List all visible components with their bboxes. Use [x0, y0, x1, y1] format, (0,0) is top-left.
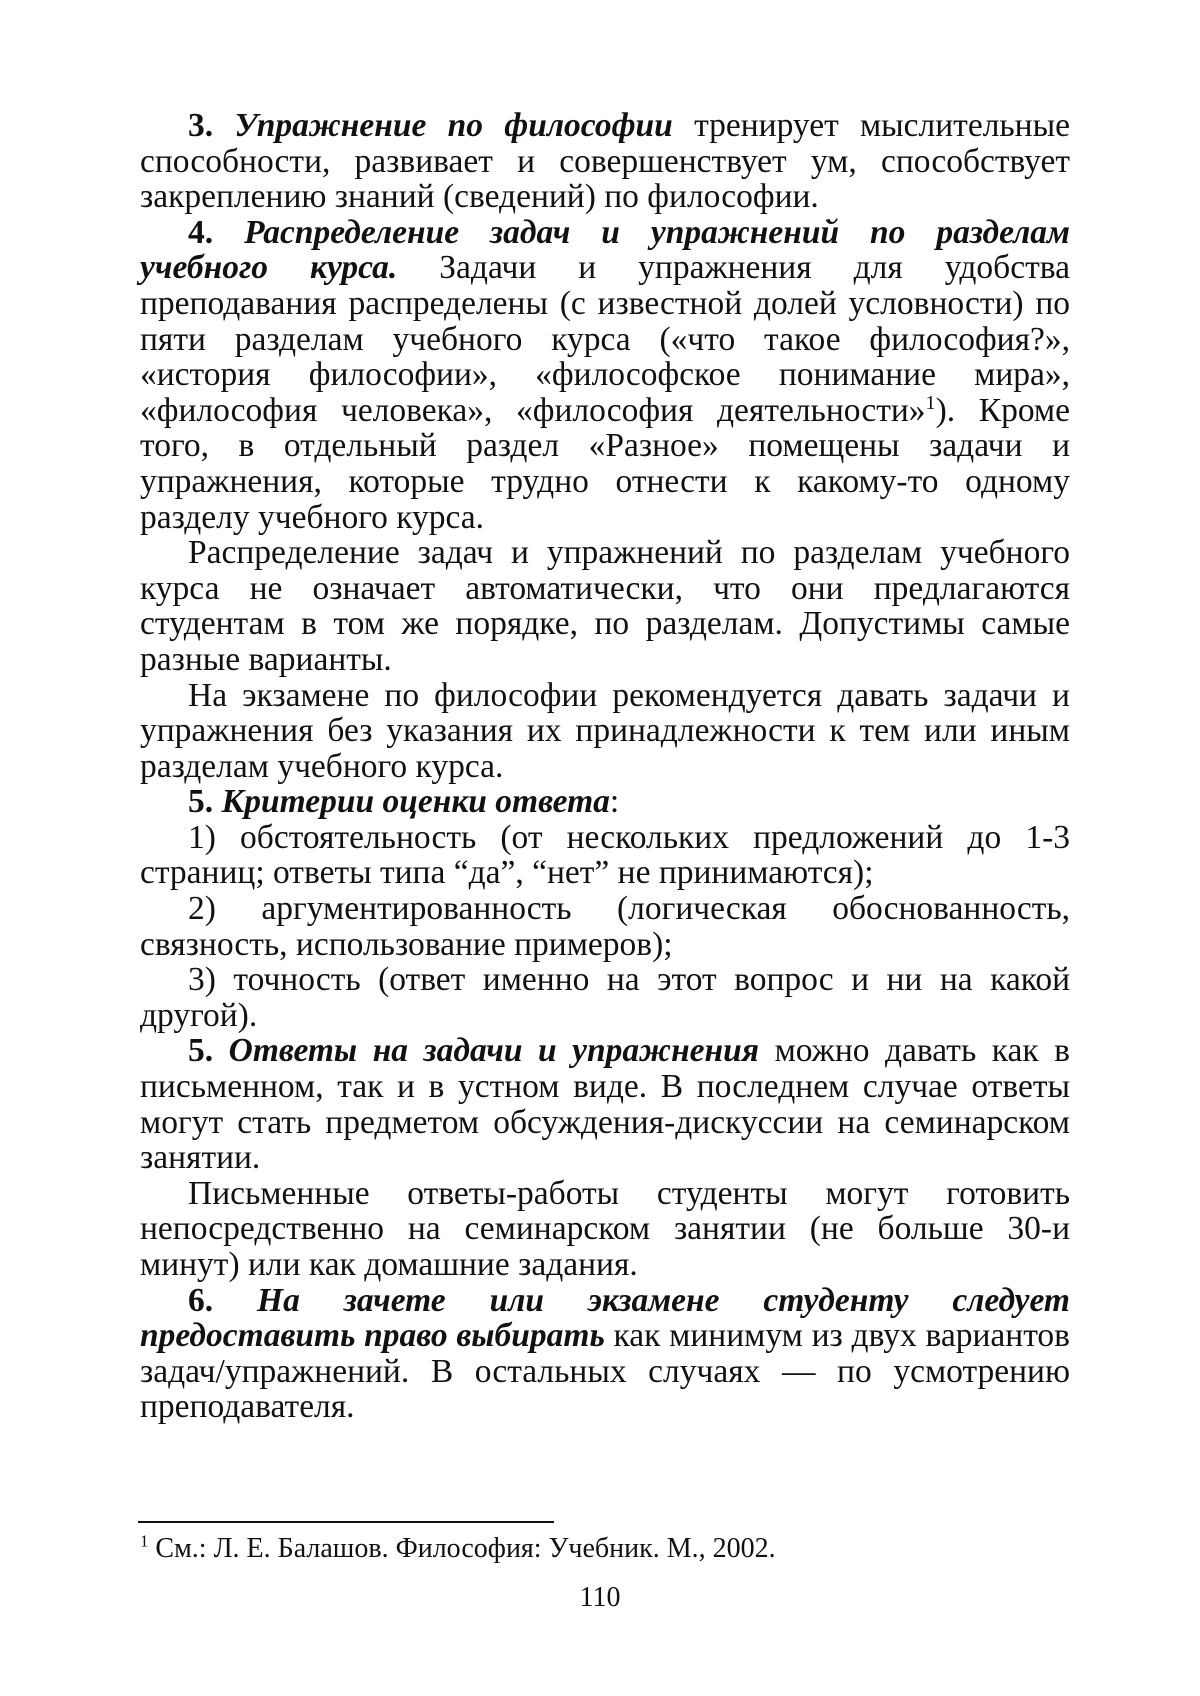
- paragraph-text: На экзамене по философии рекомендуется давать задачи и упражнения без указания их принадлежности к тем или иным разделам учебного курса.: [140, 676, 1070, 785]
- paragraph-text: можно давать как в письменном, так и в устном виде. В последнем случае ответы могут стать предметом обсуждения-дискуссии на семинарском занятии.: [140, 1032, 1070, 1177]
- item-heading: Критерии оценки ответа: [221, 783, 610, 821]
- item-heading: Распределение задач и упражнений по разделам учебного курса.: [140, 213, 1070, 287]
- item-number: 4.: [188, 213, 214, 251]
- paragraph-text: 3) точность (ответ именно на этот вопрос и ни на какой другой).: [140, 961, 1070, 1034]
- paragraph-text: 1) обстоятельность (от нескольких предложений до 1-3 страниц; ответы типа “да”, “нет” не принимаются);: [140, 818, 1070, 892]
- paragraph-text-continued: ). Кроме того, в отдельный раздел «Разное» помещены задачи и упражнения, которые трудно отнести к какому-то одному разделу учебного курса.: [140, 391, 1071, 536]
- footnote: [140, 1533, 1070, 1565]
- paragraph-text: тренирует мыслительные способности, развивает и совершенствует ум, способствует закреплению знаний (сведений) по философии.: [140, 107, 1070, 216]
- item-number: 3.: [188, 107, 214, 144]
- paragraph-written-answers: [140, 1176, 1070, 1283]
- paragraph-distribution: [140, 535, 1070, 677]
- item-heading: Ответы на задачи и упражнения: [228, 1032, 760, 1070]
- footnote-divider: [138, 1521, 554, 1523]
- item-number: 5.: [188, 1032, 214, 1070]
- page-number: 110: [579, 1582, 621, 1613]
- paragraph-exam: [140, 678, 1070, 785]
- paragraph-6: [140, 1283, 1070, 1425]
- criteria-item-1: [140, 820, 1070, 891]
- paragraph-text: Письменные ответы-работы студенты могут готовить непосредственно на семинарском занятии (не больше 30-и минут) или как домашние задания.: [140, 1174, 1070, 1283]
- paragraph-text: Задачи и упражнения для удобства преподавания распределены (с известной долей условности) по пяти разделам учебного курса («что такое философия?», «история философии», «философское понимание мира», «философия человека», «философия деятельности»: [140, 249, 1070, 429]
- item-heading: Упражнение по философии: [234, 107, 673, 144]
- footnote-ref[interactable]: 1: [925, 391, 936, 414]
- criteria-item-3: [140, 962, 1070, 1033]
- paragraph-text: Распределение задач и упражнений по разделам учебного курса не означает автоматически, что они предлагаются студентам в том же порядке, по разделам. Допустимы самые разные варианты.: [140, 534, 1070, 678]
- paragraph-text: 2) аргументированность (логическая обоснованность, связность, использование примеров);: [140, 890, 1070, 963]
- footnote-text: См.: Л. Е. Балашов. Философия: Учебник. М., 2002.: [148, 1533, 776, 1564]
- body-text: [140, 108, 1070, 1425]
- paragraph-criteria-heading: [140, 784, 1070, 820]
- paragraph-text: как минимум из двух вариантов задач/упражнений. В остальных случаях — по усмотрению преподавателя.: [140, 1317, 1070, 1426]
- item-number: 5.: [188, 783, 214, 821]
- paragraph-answers: [140, 1033, 1070, 1175]
- criteria-item-2: [140, 891, 1070, 962]
- footnote-marker: 1: [140, 1531, 149, 1551]
- item-heading: На зачете или экзамене студенту следует предоставить право выбирать: [140, 1281, 1070, 1355]
- paragraph-3: [140, 108, 1070, 215]
- item-number: 6.: [188, 1281, 214, 1319]
- paragraph-4: [140, 215, 1070, 535]
- paragraph-text: :: [609, 783, 620, 821]
